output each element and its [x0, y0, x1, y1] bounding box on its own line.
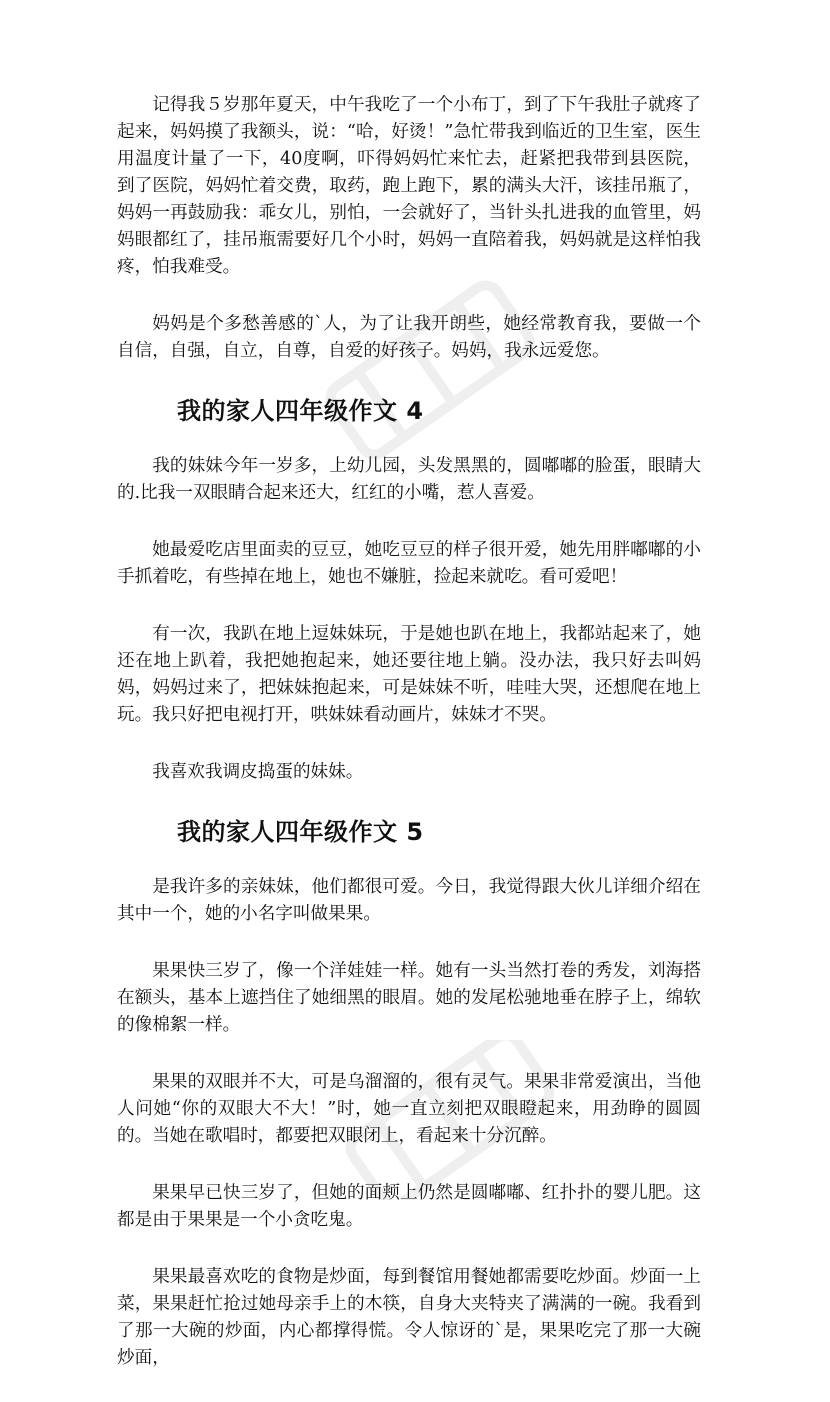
paragraph: 果果最喜欢吃的食物是炒面，每到餐馆用餐她都需要吃炒面。炒面一上菜，果果赶忙抢过她母亲手上的木筷，自身大夹特夹了满满的一碗。我看到了那一大碗的炒面，内心都撑得慌。令人惊讶的`是，果果吃完了那一大碗炒面， — [117, 1267, 701, 1368]
document-body — [117, 92, 701, 1402]
paragraph: 果果早已快三岁了，但她的面颊上仍然是圆嘟嘟、红扑扑的婴儿肥。这都是由于果果是一个小贪吃鬼。 — [117, 1183, 701, 1230]
paragraph: 我的妹妹今年一岁多，上幼儿园，头发黑黑的，圆嘟嘟的脸蛋，眼睛大的.比我一双眼睛合起来还大，红红的小嘴，惹人喜爱。 — [117, 456, 701, 503]
section-heading: 我的家人四年级作文 5 — [177, 818, 424, 846]
paragraph: 果果的双眼并不大，可是乌溜溜的，很有灵气。果果非常爱演出，当他人问她“你的双眼大不大！”时，她一直立刻把双眼瞪起来，用劲睁的圆圆的。当她在歌唱时，都要把双眼闭上，看起来十分沉醉。 — [117, 1072, 701, 1146]
paragraph: 我喜欢我调皮捣蛋的妹妹。 — [152, 762, 364, 782]
paragraph: 记得我５岁那年夏天，中午我吃了一个小布丁，到了下午我肚子就疼了起来，妈妈摸了我额头，说：“哈，好烫！”急忙带我到临近的卫生室，医生用温度计量了一下，40度啊，吓得妈妈忙来忙去，赶紧把我带到县医院，到了医院，妈妈忙着交费，取药，跑上跑下，累的满头大汗，该挂吊瓶了，妈妈一再鼓励我：乖女儿，别怕，一会就好了，当针头扎进我的血管里，妈妈眼都红了，挂吊瓶需要好几个小时，妈妈一直陪着我，妈妈就是这样怕我疼，怕我难受。 — [117, 95, 701, 277]
paragraph: 有一次，我趴在地上逗妹妹玩，于是她也趴在地上，我都站起来了，她还在地上趴着，我把她抱起来，她还要往地上躺。没办法，我只好去叫妈妈，妈妈过来了，把妹妹抱起来，可是妹妹不听，哇哇大哭，还想爬在地上玩。我只好把电视打开，哄妹妹看动画片，妹妹才不哭。 — [117, 624, 701, 725]
paragraph: 是我许多的亲妹妹，他们都很可爱。今日，我觉得跟大伙儿详细介绍在其中一个，她的小名字叫做果果。 — [117, 877, 701, 924]
paragraph: 妈妈是个多愁善感的`人，为了让我开朗些，她经常教育我，要做一个自信，自强，自立，自尊，自爱的好孩子。妈妈，我永远爱您。 — [117, 314, 701, 361]
paragraph: 她最爱吃店里面卖的豆豆，她吃豆豆的样子很开爱，她先用胖嘟嘟的小手抓着吃，有些掉在地上，她也不嫌脏，捡起来就吃。看可爱吧！ — [117, 540, 701, 587]
section-heading: 我的家人四年级作文 4 — [177, 397, 424, 425]
paragraph: 果果快三岁了，像一个洋娃娃一样。她有一头当然打卷的秀发，刘海搭在额头，基本上遮挡住了她细黑的眼眉。她的发尾松驰地垂在脖子上，绵软的像棉絮一样。 — [117, 961, 701, 1035]
